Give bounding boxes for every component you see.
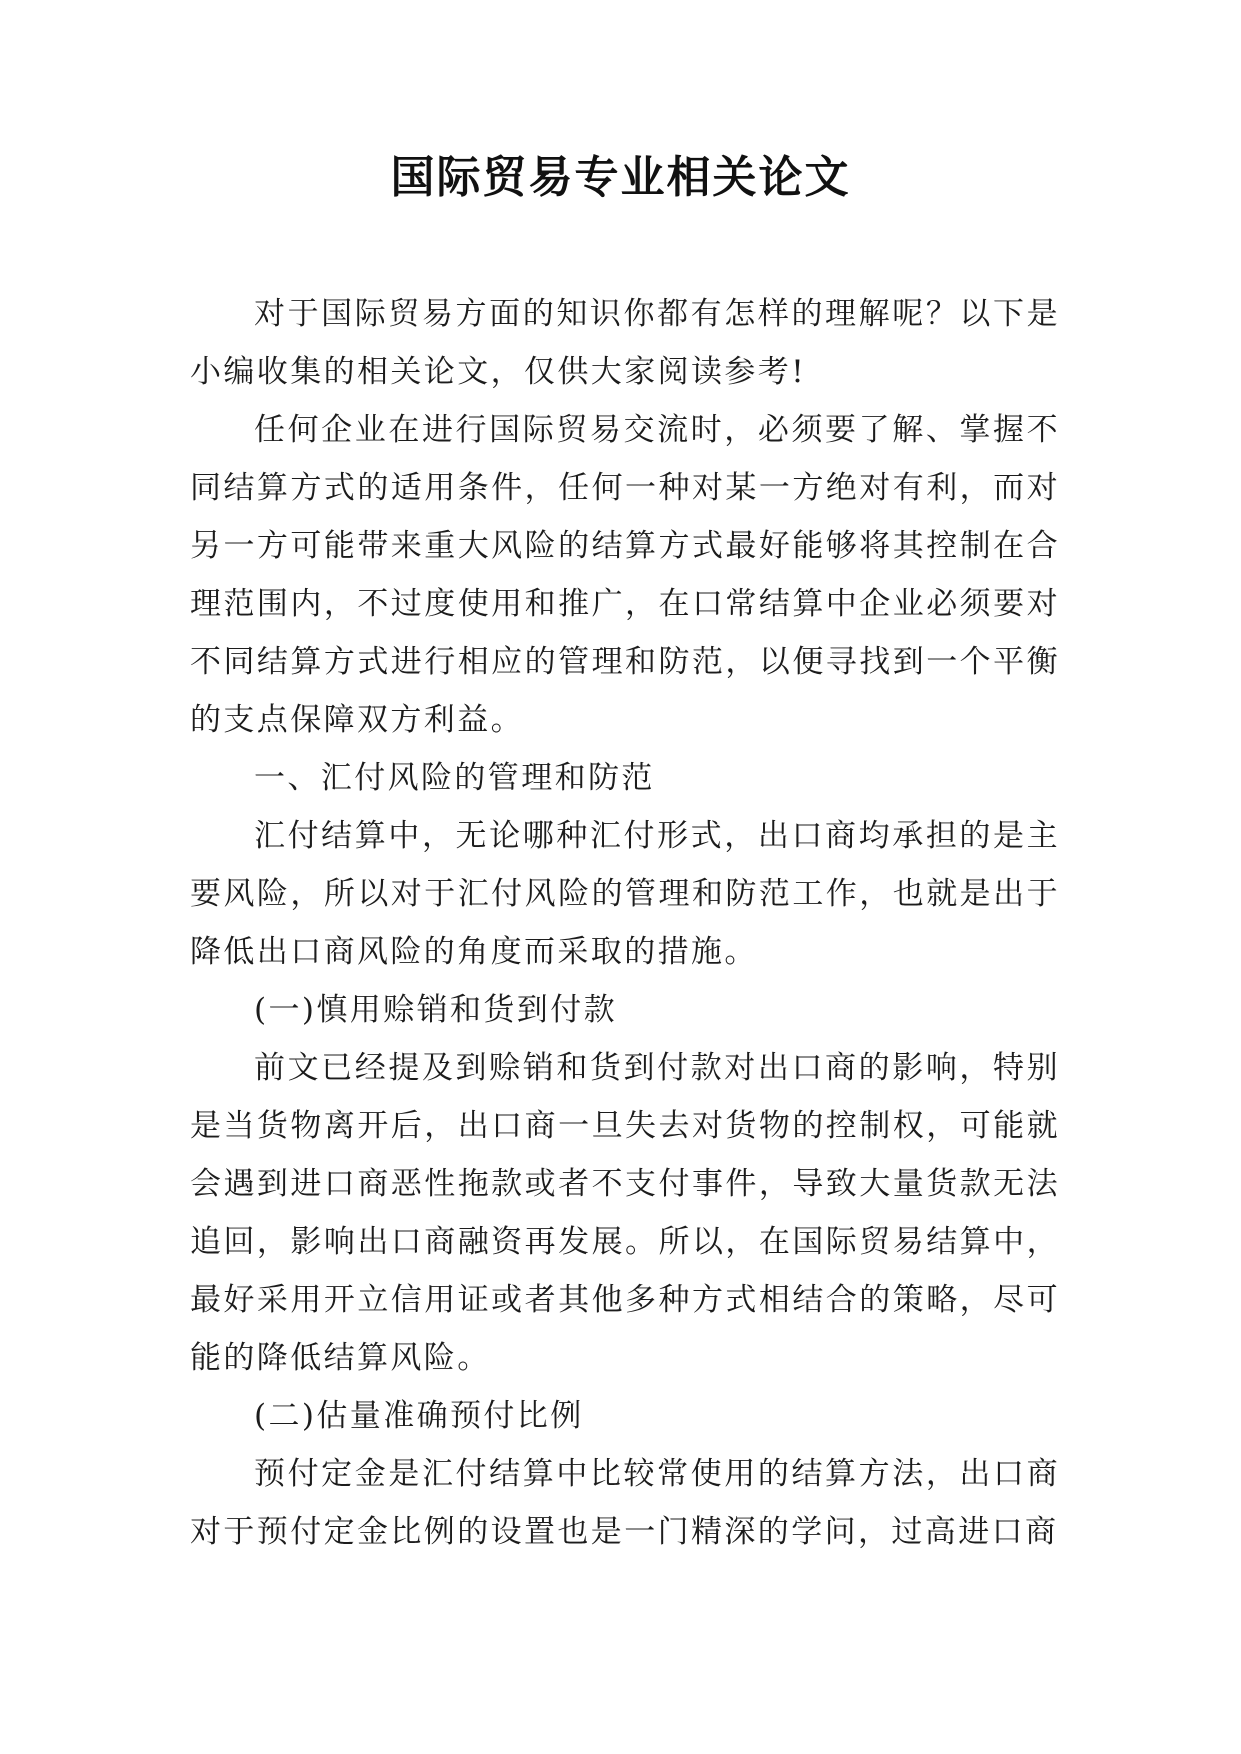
body-paragraph: 任何企业在进行国际贸易交流时，必须要了解、掌握不同结算方式的适用条件，任何一种对某一方绝对有利，而对另一方可能带来重大风险的结算方式最好能够将其控制在合理范围内，不过度使用和推广，在口常结算中企业必须要对不同结算方式进行相应的管理和防范，以便寻找到一个平衡的支点保障双方利益。	[190, 412, 1060, 738]
body-paragraph: 前文已经提及到赊销和货到付款对出口商的影响，特别是当货物离开后，出口商一旦失去对货物的控制权，可能就会遇到进口商恶性拖款或者不支付事件，导致大量货款无法追回，影响出口商融资再发展。所以，在国际贸易结算中，最好采用开立信用证或者其他多种方式相结合的策略，尽可能的降低结算风险。	[190, 1050, 1060, 1376]
document-title: 国际贸易专业相关论文	[390, 152, 851, 203]
body-paragraph: 预付定金是汇付结算中比较常使用的结算方法，出口商对于预付定金比例的设置也是一门精深的学问，过高进口商	[190, 1456, 1060, 1550]
subsection-heading: (二)估量准确预付比例	[254, 1398, 584, 1434]
body-paragraph: 汇付结算中，无论哪种汇付形式，出口商均承担的是主要风险，所以对于汇付风险的管理和防范工作，也就是出于降低出口商风险的角度而采取的措施。	[190, 818, 1060, 970]
subsection-heading: (一)慎用赊销和货到付款	[254, 992, 617, 1028]
document-body	[190, 285, 1060, 1561]
section-heading: 一、汇付风险的管理和防范	[254, 760, 655, 796]
intro-paragraph: 对于国际贸易方面的知识你都有怎样的理解呢？以下是小编收集的相关论文，仅供大家阅读参考!	[190, 296, 1060, 390]
